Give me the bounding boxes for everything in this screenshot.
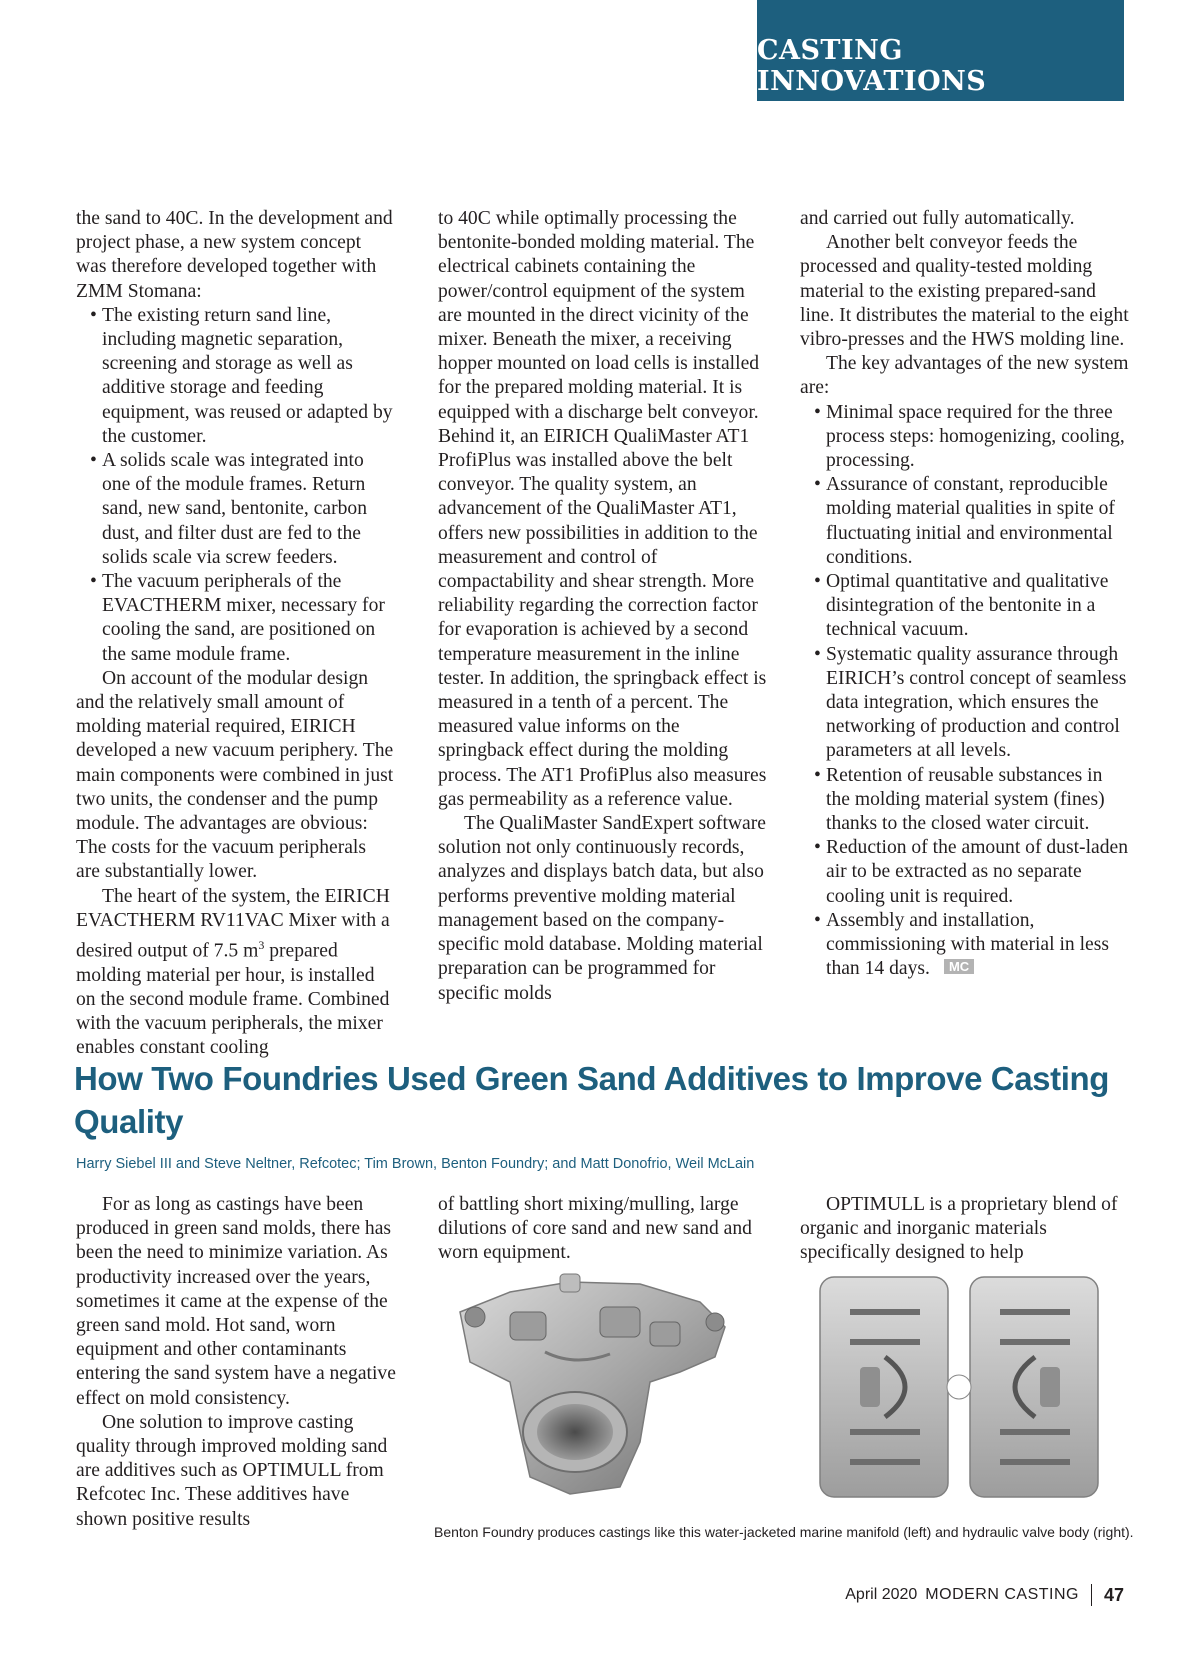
bullet-list <box>76 304 394 667</box>
paragraph: One solution to improve casting quality through improved molding sand are additives such as OPTIMULL from Refcotec Inc. These additives have shown positive results <box>76 1411 388 1530</box>
paragraph: The key advantages of the new system are: <box>800 353 1129 399</box>
paragraph: to 40C while optimally processing the bentonite-bonded molding material. The electrical cabinets containing the power/control equipment of the system are mounted in the direct vicinity of the mixer. Beneath the mixer, a receiving hopper mounted on load cells is installed for the prepared molding material. It is equipped with a discharge belt conveyor. Behind it, an EIRICH QualiMaster AT1 ProfiPlus was installed above the belt conveyor. The quality system, an advancement of the QualiMaster AT1, offers new possibilities in addition to the measurement and control of compactability and shear strength. More reliability regarding the correction factor for evaporation is achieved by a second temperature measurement in the inline tester. In addition, the springback effect is measured in a tenth of a percent. The measured value informs on the springback effect during the molding process. The AT1 ProfiPlus also measures gas permeability as a reference value. <box>438 208 767 810</box>
page-number: 47 <box>1103 1584 1124 1605</box>
list-item: • Retention of reusable substances in the molding material system (fines) thanks to the closed water circuit. <box>800 764 1130 837</box>
list-item: • Reduction of the amount of dust-laden air to be extracted as no separate cooling unit is required. <box>800 836 1130 909</box>
section-label: CASTING INNOVATIONS <box>757 35 987 97</box>
paragraph-text: The heart of the system, the EIRICH EVACTHERM RV11VAC Mixer with a desired output of 7.5 m <box>76 885 390 962</box>
paragraph: and carried out fully automatically. <box>800 208 1075 229</box>
photo-caption: Benton Foundry produces castings like this water-jacketed marine manifold (left) and hydraulic valve body (right). <box>434 1524 1134 1540</box>
list-item <box>800 909 1130 982</box>
list-item-text: Assembly and installation, commissioning with material in less than 14 days. <box>826 909 1109 980</box>
list-item: • Systematic quality assurance through EIRICH’s control concept of seamless data integration, which ensures the networking of production and control parameters at all levels. <box>800 643 1130 764</box>
hydraulic-valve-body-photo <box>810 1272 1110 1502</box>
list-item: • The vacuum peripherals of the EVACTHERM mixer, necessary for cooling the sand, are positioned on the same module frame. <box>76 570 394 667</box>
list-item: • Assurance of constant, reproducible molding material qualities in spite of fluctuating initial and environmental conditions. <box>800 473 1130 570</box>
article1-column-3 <box>800 207 1130 982</box>
footer-divider <box>1091 1584 1092 1606</box>
page-footer <box>845 1583 1124 1607</box>
list-item: • Optimal quantitative and qualitative disintegration of the bentonite in a technical vacuum. <box>800 570 1130 643</box>
paragraph: OPTIMULL is a proprietary blend of organic and inorganic materials specifically designed to help <box>800 1194 1118 1264</box>
article2-column-2 <box>438 1193 768 1266</box>
list-item: • A solids scale was integrated into one of the module frames. Return sand, new sand, bentonite, carbon dust, and filter dust are fed to the solids scale via screw feeders. <box>76 449 394 570</box>
paragraph: of battling short mixing/mulling, large dilutions of core sand and new sand and worn equipment. <box>438 1194 752 1264</box>
bullet-list <box>800 401 1130 982</box>
section-header-tab <box>757 0 1124 101</box>
article-headline: How Two Foundries Used Green Sand Additives to Improve Casting Quality <box>74 1060 1110 1140</box>
paragraph: The QualiMaster SandExpert software solution not only continuously records, analyzes and displays batch data, but also performs preventive molding material management based on the company-specific mold database. Molding material preparation can be programmed for specific molds <box>438 813 766 1004</box>
paragraph: Another belt conveyor feeds the processed and quality-tested molding material to the existing prepared-sand line. It distributes the material to the eight vibro-presses and the HWS molding line. <box>800 232 1129 351</box>
article2-column-3 <box>800 1193 1130 1266</box>
list-item: • Minimal space required for the three process steps: homogenizing, cooling, processing. <box>800 401 1130 474</box>
superscript: 3 <box>258 938 265 953</box>
article2-column-1 <box>76 1193 400 1532</box>
paragraph: On account of the modular design and the relatively small amount of molding material required, EIRICH developed a new vacuum periphery. The main components were combined in just two units, the condenser and the pump module. The advantages are obvious: The costs for the vacuum peripherals are substantially lower. <box>76 667 394 883</box>
paragraph-text: prepared molding material per hour, is installed on the second module frame. Combined with the vacuum peripherals, the mixer enables constant cooling <box>76 940 390 1059</box>
end-mark-badge: MC <box>944 959 974 974</box>
article-byline: Harry Siebel III and Steve Neltner, Refcotec; Tim Brown, Benton Foundry; and Matt Donofrio, Weil McLain <box>76 1156 755 1172</box>
magazine-name: MODERN CASTING <box>925 1586 1079 1603</box>
article1-column-1 <box>76 207 394 1061</box>
article1-column-2 <box>438 207 768 1006</box>
list-item: • The existing return sand line, including magnetic separation, screening and storage as well as additive storage and feeding equipment, was reused or adapted by the customer. <box>76 304 394 449</box>
marine-manifold-photo <box>450 1272 750 1502</box>
paragraph: the sand to 40C. In the development and project phase, a new system concept was therefore developed together with ZMM Stomana: <box>76 208 393 302</box>
issue-date: April 2020 <box>845 1586 918 1603</box>
paragraph <box>76 885 394 1061</box>
paragraph: For as long as castings have been produced in green sand molds, there has been the need to minimize variation. As productivity increased over the years, sometimes it came at the expense of the green sand mold. Hot sand, worn equipment and other contaminants entering the sand system have a negative effect on mold consistency. <box>76 1194 396 1409</box>
